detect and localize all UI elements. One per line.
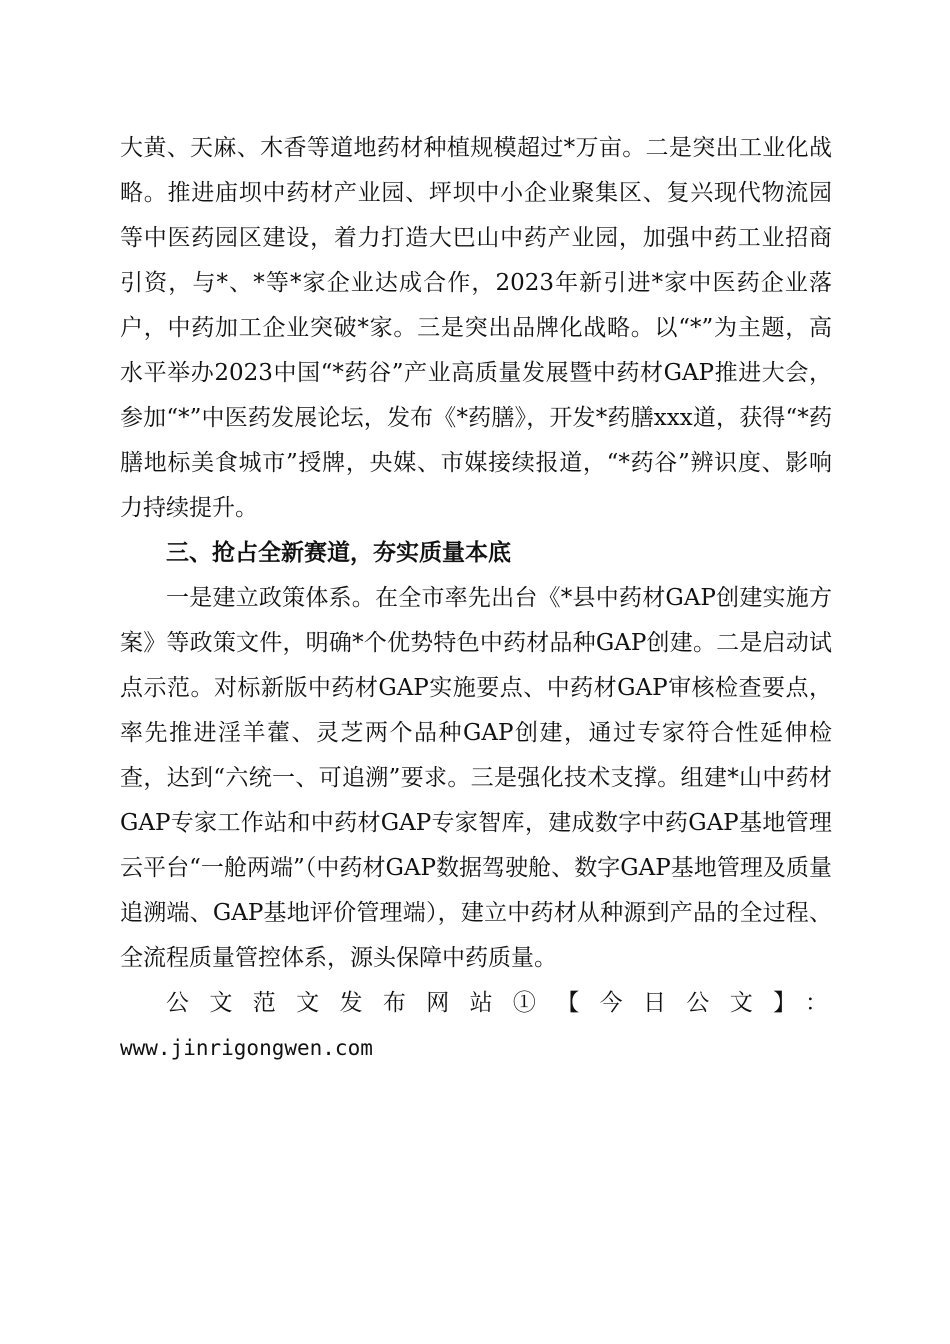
body-paragraph-continued: 大黄、天麻、木香等道地药材种植规模超过*万亩。二是突出工业化战略。推进庙坝中药材产业园、坪坝中小企业聚集区、复兴现代物流园等中医药园区建设，着力打造大巴山中药产业园，加强中药工业招商引资，与*、*等*家企业达成合作，2023年新引进*家中医药企业落户，中药加工企业突破*家。三是突出品牌化战略。以“*”为主题，高水平举办2023中国“*药谷”产业高质量发展暨中药材GAP推进大会，参加“*”中医药发展论坛，发布《*药膳》，开发*药膳xxx道，获得“*药膳地标美食城市”授牌，央媒、市媒接续报道，“*药谷”辨识度、影响力持续提升。 [120,135,832,521]
document-body [120,126,832,1071]
body-paragraph: 一是建立政策体系。在全市率先出台《*县中药材GAP创建实施方案》等政策文件，明确*个优势特色中药材品种GAP创建。二是启动试点示范。对标新版中药材GAP实施要点、中药材GAP审核检查要点，率先推进淫羊藿、灵芝两个品种GAP创建，通过专家符合性延伸检查，达到“六统一、可追溯”要求。三是强化技术支撑。组建*山中药材GAP专家工作站和中药材GAP专家智库，建成数字中药GAP基地管理云平台“一舱两端”（中药材GAP数据驾驶舱、数字GAP基地管理及质量追溯端、GAP基地评价管理端），建立中药材从种源到产品的全过程、全流程质量管控体系，源头保障中药质量。 [120,585,832,971]
footer-site-label: 公文范文发布网站①【今日公文】： [166,990,832,1016]
section-heading: 三、抢占全新赛道，夯实质量本底 [166,540,511,566]
footer-site-url[interactable]: www.jinrigongwen.com [120,1036,373,1060]
